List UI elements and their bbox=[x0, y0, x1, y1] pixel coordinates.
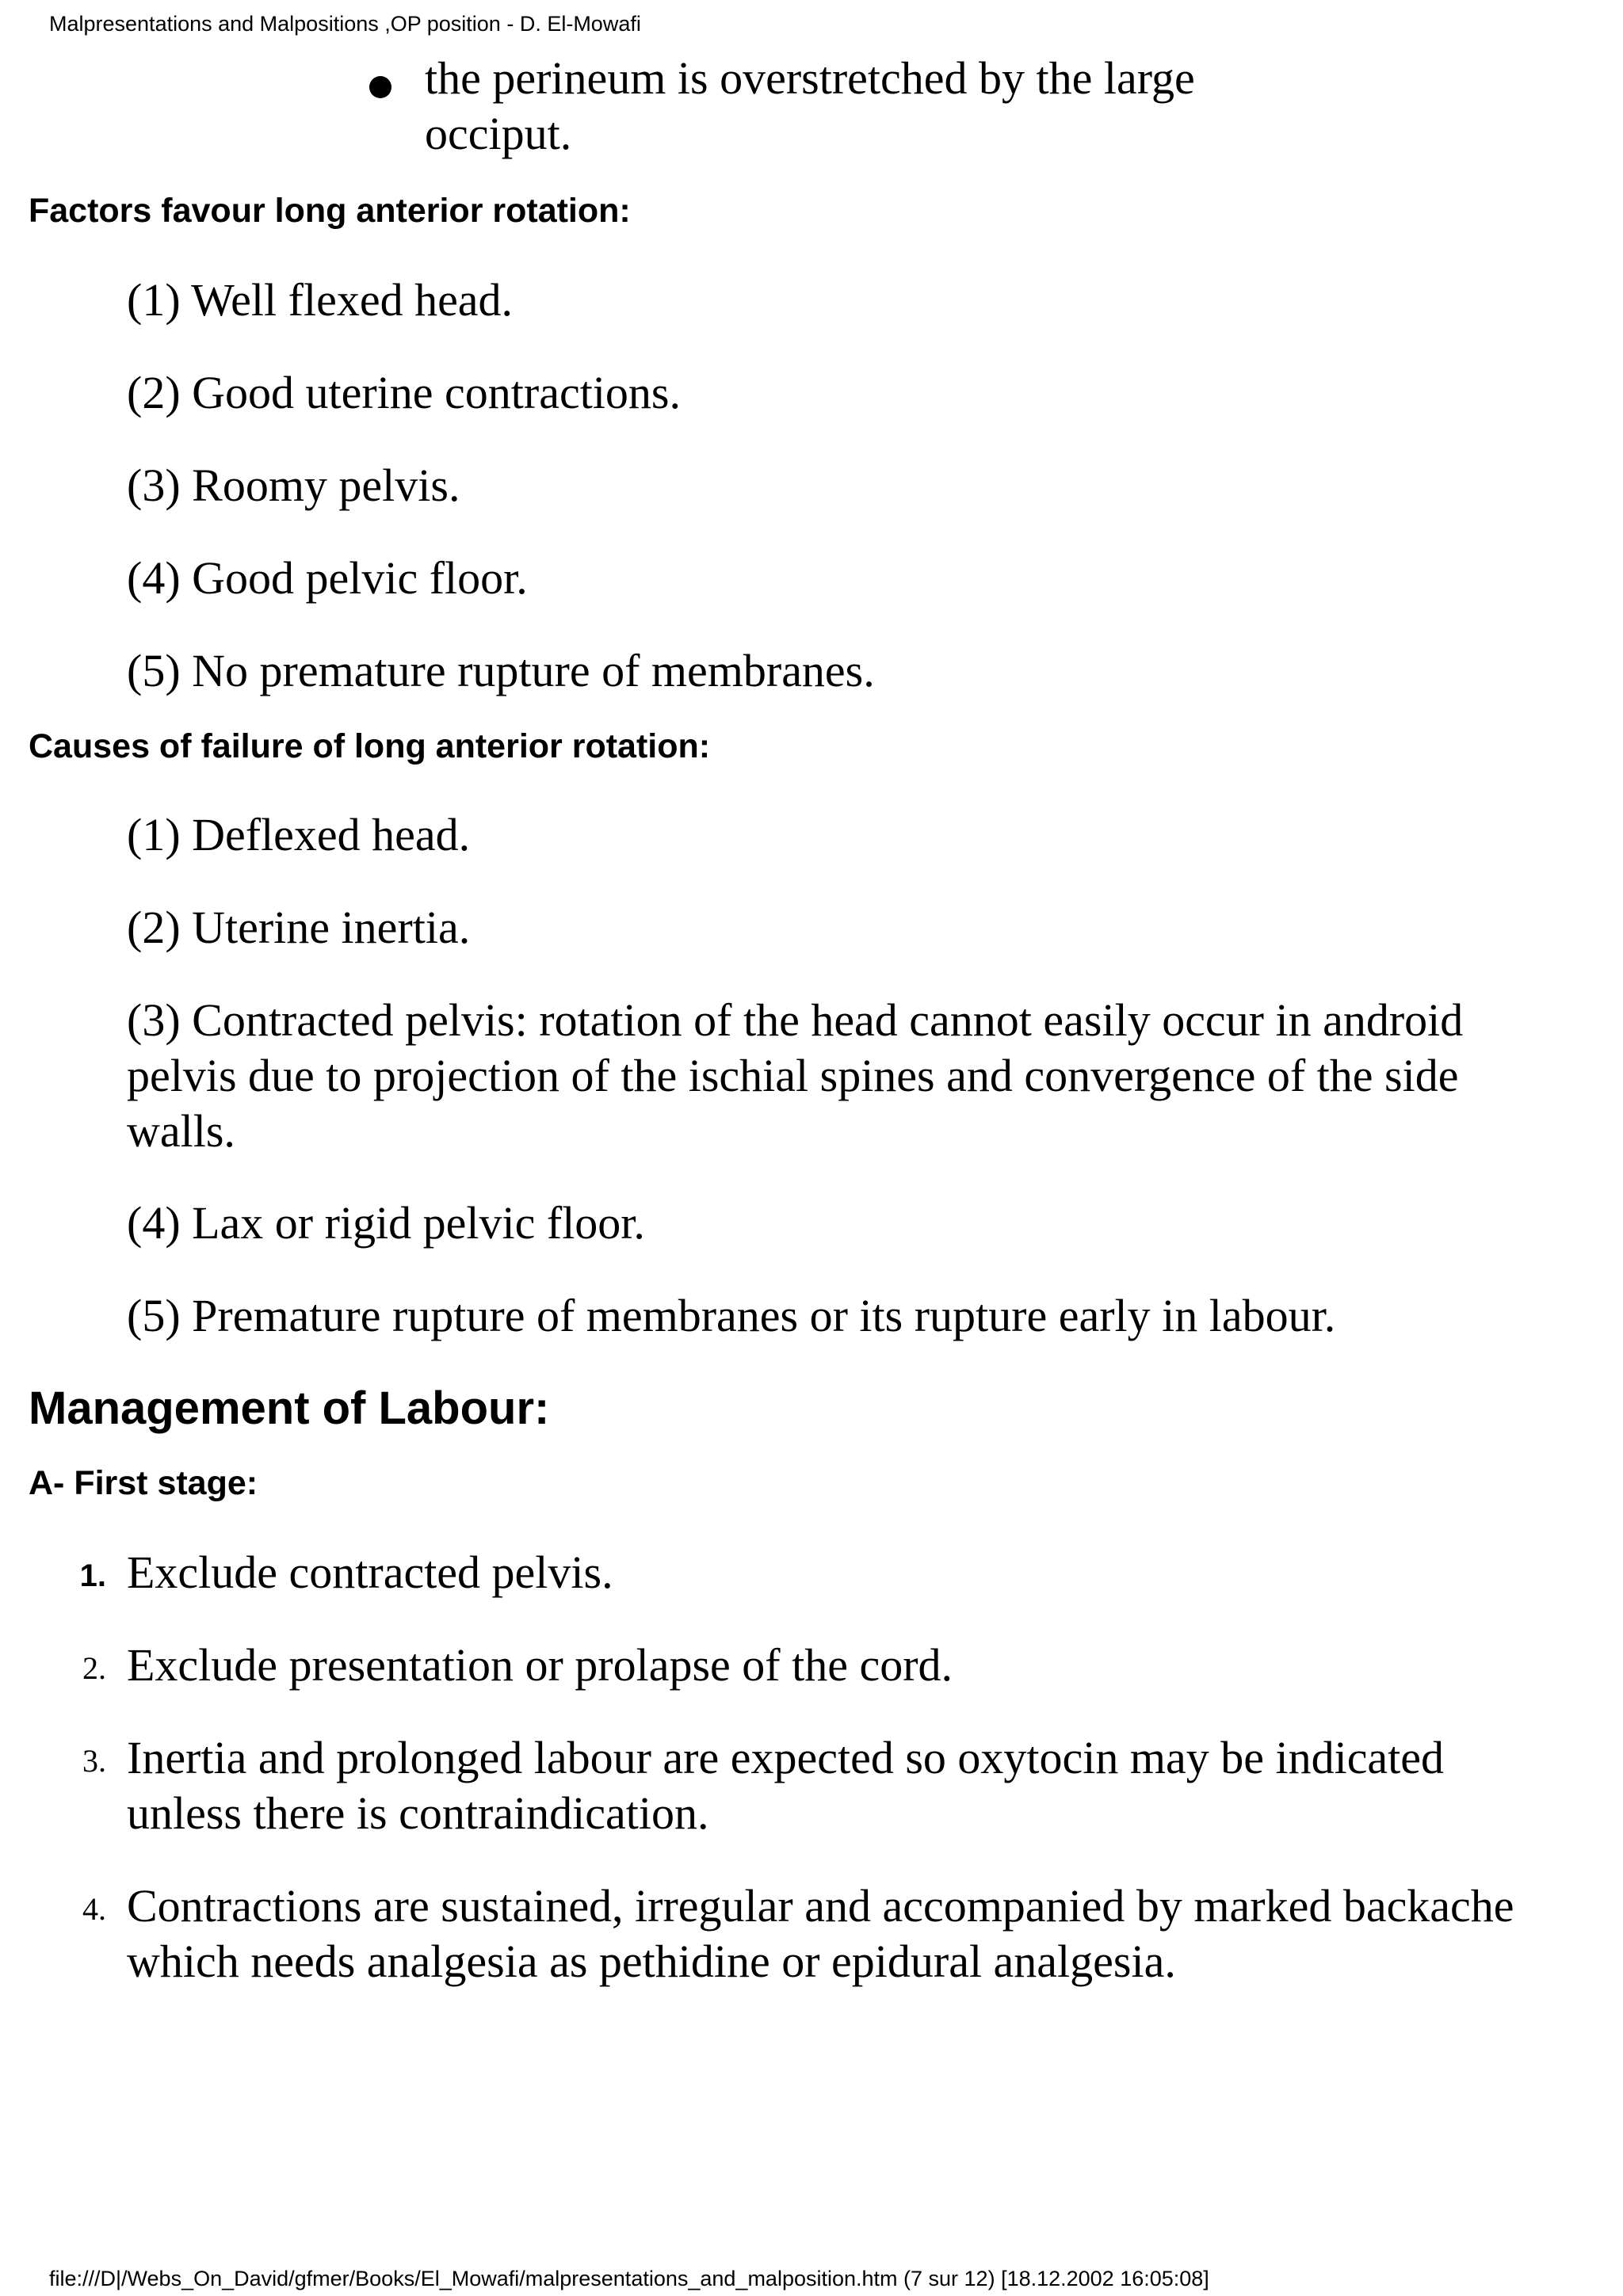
print-footer-url: file:///D|/Webs_On_David/gfmer/Books/El_Mowafi/malpresentations_and_malposition.htm (7 sur 12) [18.12.2002 16:05:08] bbox=[49, 2267, 1209, 2290]
cause-item-5: (5) Premature rupture of membranes or its rupture early in labour. bbox=[127, 1290, 1336, 1341]
list-item-text: Contractions are sustained, irregular and accompanied by marked backache which needs analgesia as pethidine or epidural analgesia. bbox=[127, 1880, 1514, 1987]
bullet-dot-icon bbox=[369, 76, 391, 98]
cause-item-2: (2) Uterine inertia. bbox=[127, 902, 471, 953]
list-item-number: 1. bbox=[79, 1558, 106, 1593]
factor-item-2: (2) Good uterine contractions. bbox=[127, 367, 682, 418]
factor-item-3: (3) Roomy pelvis. bbox=[127, 460, 460, 511]
print-header-title: Malpresentations and Malpositions ,OP position - D. El-Mowafi bbox=[49, 12, 641, 36]
list-item-text: Inertia and prolonged labour are expected so oxytocin may be indicated unless there is contraindication. bbox=[127, 1732, 1445, 1839]
cause-item-1: (1) Deflexed head. bbox=[127, 809, 471, 860]
first-stage-subheading: A- First stage: bbox=[29, 1464, 258, 1502]
factor-item-5: (5) No premature rupture of membranes. bbox=[127, 645, 875, 696]
cause-item-4: (4) Lax or rigid pelvic floor. bbox=[127, 1197, 645, 1249]
cause-item-3: (3) Contracted pelvis: rotation of the head cannot easily occur in android pelvis due to projection of the ischial spines and convergence of the side walls. bbox=[127, 994, 1464, 1157]
intro-bullet-text: the perineum is overstretched by the large occiput. bbox=[425, 52, 1195, 159]
factor-item-1: (1) Well flexed head. bbox=[127, 274, 514, 326]
list-item-number: 4. bbox=[82, 1891, 106, 1927]
factor-item-4: (4) Good pelvic floor. bbox=[127, 552, 528, 604]
factors-heading: Factors favour long anterior rotation: bbox=[29, 192, 631, 230]
causes-heading: Causes of failure of long anterior rotation: bbox=[29, 727, 711, 765]
management-heading: Management of Labour: bbox=[29, 1383, 550, 1434]
list-item-text: Exclude contracted pelvis. bbox=[127, 1547, 613, 1598]
list-item-text: Exclude presentation or prolapse of the cord. bbox=[127, 1639, 953, 1691]
list-item-number: 3. bbox=[82, 1743, 106, 1779]
list-item-number: 2. bbox=[82, 1650, 106, 1686]
